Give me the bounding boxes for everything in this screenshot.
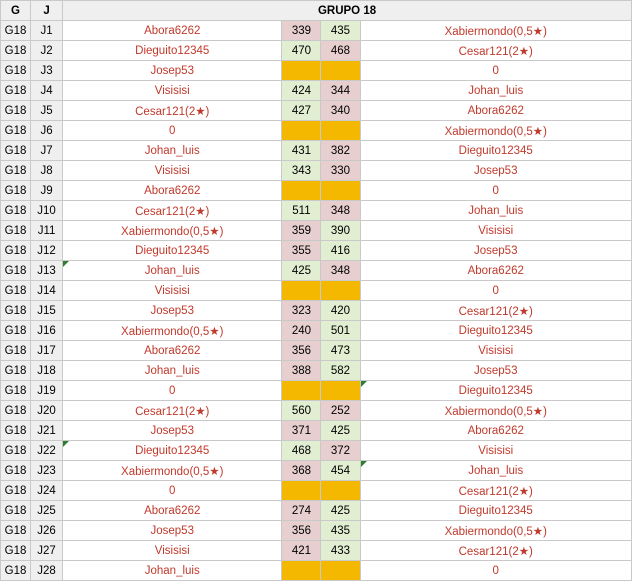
table-row (1, 241, 632, 261)
cell-home-team: Xabiermondo(0,5★) (63, 461, 282, 481)
cell-home-score: 427 (282, 101, 321, 121)
cell-group-code: G18 (1, 61, 31, 81)
cell-away-team: Xabiermondo(0,5★) (360, 521, 632, 541)
cell-matchday: J2 (31, 41, 63, 61)
cell-away-team: Dieguito12345 (360, 381, 632, 401)
cell-away-score: 420 (321, 301, 360, 321)
cell-away-score: 372 (321, 441, 360, 461)
cell-away-team: Xabiermondo(0,5★) (360, 21, 632, 41)
cell-group-code: G18 (1, 301, 31, 321)
cell-home-team: Dieguito12345 (63, 441, 282, 461)
table-row (1, 361, 632, 381)
cell-away-team: 0 (360, 281, 632, 301)
cell-away-team: Johan_luis (360, 461, 632, 481)
cell-group-code: G18 (1, 121, 31, 141)
cell-home-score (282, 281, 321, 301)
cell-away-team: Visisisi (360, 221, 632, 241)
cell-group-code: G18 (1, 141, 31, 161)
table-row (1, 321, 632, 341)
cell-away-score: 582 (321, 361, 360, 381)
cell-matchday: J8 (31, 161, 63, 181)
cell-away-score: 382 (321, 141, 360, 161)
cell-home-score: 274 (282, 501, 321, 521)
cell-away-score: 390 (321, 221, 360, 241)
cell-away-score (321, 181, 360, 201)
cell-away-team: Johan_luis (360, 81, 632, 101)
cell-matchday: J4 (31, 81, 63, 101)
cell-home-score: 356 (282, 341, 321, 361)
cell-home-team: Josep53 (63, 301, 282, 321)
table-row (1, 381, 632, 401)
cell-home-team: 0 (63, 121, 282, 141)
cell-home-team: Cesar121(2★) (63, 401, 282, 421)
cell-matchday: J20 (31, 401, 63, 421)
cell-home-team: Visisisi (63, 281, 282, 301)
cell-away-team: Abora6262 (360, 261, 632, 281)
table-row (1, 441, 632, 461)
cell-group-code: G18 (1, 421, 31, 441)
cell-home-score: 425 (282, 261, 321, 281)
cell-matchday: J3 (31, 61, 63, 81)
cell-away-team: Josep53 (360, 361, 632, 381)
cell-away-team: Dieguito12345 (360, 501, 632, 521)
cell-away-team: Xabiermondo(0,5★) (360, 121, 632, 141)
cell-away-team: Cesar121(2★) (360, 481, 632, 501)
cell-home-score: 355 (282, 241, 321, 261)
table-row (1, 281, 632, 301)
table-row (1, 21, 632, 41)
cell-home-team: 0 (63, 481, 282, 501)
cell-matchday: J1 (31, 21, 63, 41)
cell-home-team: Visisisi (63, 161, 282, 181)
table-row (1, 81, 632, 101)
cell-away-team: Visisisi (360, 441, 632, 461)
cell-group-code: G18 (1, 341, 31, 361)
table-header-row (1, 1, 632, 21)
cell-home-team: Visisisi (63, 81, 282, 101)
cell-home-team: Josep53 (63, 61, 282, 81)
cell-home-score: 339 (282, 21, 321, 41)
cell-group-code: G18 (1, 21, 31, 41)
header-g: G (1, 1, 31, 21)
cell-matchday: J27 (31, 541, 63, 561)
cell-matchday: J23 (31, 461, 63, 481)
table-row (1, 401, 632, 421)
cell-home-team: Abora6262 (63, 501, 282, 521)
cell-group-code: G18 (1, 101, 31, 121)
cell-away-score: 501 (321, 321, 360, 341)
cell-home-team: Cesar121(2★) (63, 201, 282, 221)
cell-matchday: J21 (31, 421, 63, 441)
cell-away-team: Johan_luis (360, 201, 632, 221)
table-body (1, 21, 632, 581)
header-j: J (31, 1, 63, 21)
cell-group-code: G18 (1, 501, 31, 521)
cell-away-score (321, 281, 360, 301)
cell-home-score (282, 481, 321, 501)
cell-away-score (321, 381, 360, 401)
cell-away-team: Abora6262 (360, 101, 632, 121)
cell-home-team: Xabiermondo(0,5★) (63, 221, 282, 241)
cell-group-code: G18 (1, 521, 31, 541)
table-row (1, 301, 632, 321)
cell-group-code: G18 (1, 481, 31, 501)
table-row (1, 341, 632, 361)
table-row (1, 41, 632, 61)
cell-home-score: 511 (282, 201, 321, 221)
cell-away-score: 348 (321, 261, 360, 281)
cell-home-score: 431 (282, 141, 321, 161)
cell-matchday: J6 (31, 121, 63, 141)
cell-away-team: 0 (360, 561, 632, 581)
cell-home-score: 388 (282, 361, 321, 381)
cell-group-code: G18 (1, 221, 31, 241)
cell-home-score: 560 (282, 401, 321, 421)
table-row (1, 141, 632, 161)
cell-group-code: G18 (1, 181, 31, 201)
cell-away-score: 425 (321, 421, 360, 441)
cell-away-team: Dieguito12345 (360, 321, 632, 341)
cell-home-score (282, 61, 321, 81)
cell-home-team: Johan_luis (63, 561, 282, 581)
cell-home-score: 323 (282, 301, 321, 321)
cell-away-score: 454 (321, 461, 360, 481)
table-row (1, 501, 632, 521)
cell-away-score (321, 481, 360, 501)
table-row (1, 101, 632, 121)
cell-away-team: Abora6262 (360, 421, 632, 441)
cell-away-team: Josep53 (360, 161, 632, 181)
cell-matchday: J18 (31, 361, 63, 381)
table-row (1, 161, 632, 181)
cell-matchday: J12 (31, 241, 63, 261)
cell-home-score: 368 (282, 461, 321, 481)
cell-group-code: G18 (1, 381, 31, 401)
cell-away-score: 344 (321, 81, 360, 101)
cell-home-score: 359 (282, 221, 321, 241)
table-row (1, 521, 632, 541)
table-row (1, 461, 632, 481)
cell-home-team: Abora6262 (63, 341, 282, 361)
cell-away-score: 433 (321, 541, 360, 561)
cell-matchday: J5 (31, 101, 63, 121)
cell-matchday: J17 (31, 341, 63, 361)
cell-group-code: G18 (1, 81, 31, 101)
cell-group-code: G18 (1, 541, 31, 561)
cell-home-team: Abora6262 (63, 181, 282, 201)
cell-home-score (282, 181, 321, 201)
cell-home-team: Josep53 (63, 521, 282, 541)
cell-home-team: Johan_luis (63, 141, 282, 161)
cell-away-score: 330 (321, 161, 360, 181)
cell-group-code: G18 (1, 41, 31, 61)
cell-home-score (282, 561, 321, 581)
cell-matchday: J28 (31, 561, 63, 581)
cell-home-score: 470 (282, 41, 321, 61)
group-title: GRUPO 18 (63, 1, 632, 21)
cell-home-team: Abora6262 (63, 21, 282, 41)
cell-group-code: G18 (1, 441, 31, 461)
cell-group-code: G18 (1, 361, 31, 381)
cell-away-score: 435 (321, 521, 360, 541)
cell-matchday: J9 (31, 181, 63, 201)
cell-matchday: J15 (31, 301, 63, 321)
cell-home-score: 371 (282, 421, 321, 441)
table-row (1, 561, 632, 581)
cell-home-score: 240 (282, 321, 321, 341)
cell-matchday: J22 (31, 441, 63, 461)
cell-home-team: Johan_luis (63, 261, 282, 281)
table-row (1, 121, 632, 141)
table-row (1, 201, 632, 221)
cell-away-team: Dieguito12345 (360, 141, 632, 161)
cell-home-team: Johan_luis (63, 361, 282, 381)
cell-home-score: 343 (282, 161, 321, 181)
cell-away-team: Xabiermondo(0,5★) (360, 401, 632, 421)
cell-away-score: 425 (321, 501, 360, 521)
cell-home-score: 356 (282, 521, 321, 541)
table-row (1, 181, 632, 201)
cell-matchday: J16 (31, 321, 63, 341)
cell-away-team: 0 (360, 181, 632, 201)
cell-home-team: Visisisi (63, 541, 282, 561)
cell-group-code: G18 (1, 261, 31, 281)
cell-home-score (282, 381, 321, 401)
table-row (1, 421, 632, 441)
cell-home-score (282, 121, 321, 141)
cell-matchday: J7 (31, 141, 63, 161)
cell-away-score (321, 61, 360, 81)
cell-away-score: 473 (321, 341, 360, 361)
table-row (1, 221, 632, 241)
cell-home-team: Josep53 (63, 421, 282, 441)
table-row (1, 61, 632, 81)
cell-group-code: G18 (1, 201, 31, 221)
cell-group-code: G18 (1, 561, 31, 581)
cell-away-score: 468 (321, 41, 360, 61)
cell-home-score: 468 (282, 441, 321, 461)
cell-matchday: J13 (31, 261, 63, 281)
cell-group-code: G18 (1, 161, 31, 181)
cell-matchday: J25 (31, 501, 63, 521)
cell-matchday: J14 (31, 281, 63, 301)
cell-home-team: Dieguito12345 (63, 41, 282, 61)
cell-group-code: G18 (1, 321, 31, 341)
cell-away-score (321, 121, 360, 141)
cell-away-team: Visisisi (360, 341, 632, 361)
cell-away-team: Cesar121(2★) (360, 41, 632, 61)
cell-matchday: J19 (31, 381, 63, 401)
table-row (1, 481, 632, 501)
cell-home-score: 424 (282, 81, 321, 101)
cell-home-team: Dieguito12345 (63, 241, 282, 261)
cell-matchday: J26 (31, 521, 63, 541)
cell-away-score: 252 (321, 401, 360, 421)
table-row (1, 541, 632, 561)
cell-away-score: 435 (321, 21, 360, 41)
cell-matchday: J24 (31, 481, 63, 501)
cell-away-team: Cesar121(2★) (360, 541, 632, 561)
cell-home-team: Xabiermondo(0,5★) (63, 321, 282, 341)
cell-home-team: 0 (63, 381, 282, 401)
cell-away-team: 0 (360, 61, 632, 81)
cell-group-code: G18 (1, 241, 31, 261)
cell-home-score: 421 (282, 541, 321, 561)
cell-home-team: Cesar121(2★) (63, 101, 282, 121)
cell-group-code: G18 (1, 401, 31, 421)
cell-away-score: 416 (321, 241, 360, 261)
cell-away-score: 348 (321, 201, 360, 221)
cell-away-team: Josep53 (360, 241, 632, 261)
table-row (1, 261, 632, 281)
cell-matchday: J10 (31, 201, 63, 221)
cell-group-code: G18 (1, 281, 31, 301)
cell-away-score: 340 (321, 101, 360, 121)
cell-away-score (321, 561, 360, 581)
cell-matchday: J11 (31, 221, 63, 241)
cell-group-code: G18 (1, 461, 31, 481)
cell-away-team: Cesar121(2★) (360, 301, 632, 321)
